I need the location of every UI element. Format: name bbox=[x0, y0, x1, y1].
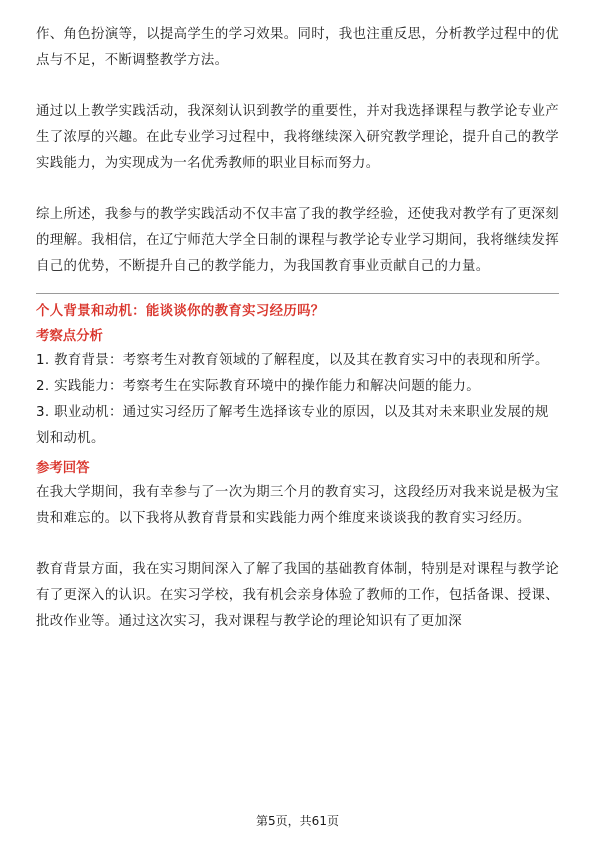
analysis-heading: 考察点分析 bbox=[36, 329, 103, 344]
section-divider bbox=[36, 293, 559, 294]
analysis-item: 1. 教育背景：考察考生对教育领域的了解程度，以及其在教育实习中的表现和所学。 bbox=[36, 353, 549, 368]
answer-paragraph: 在我大学期间，我有幸参与了一次为期三个月的教育实习，这段经历对我来说是极为宝贵和难忘的。以下我将从教育背景和实践能力两个维度来谈谈我的教育实习经历。 bbox=[36, 485, 559, 526]
body-paragraph: 通过以上教学实践活动，我深刻认识到教学的重要性，并对我选择课程与教学论专业产生了浓厚的兴趣。在此专业学习过程中，我将继续深入研究教学理论，提升自己的教学实践能力，为实现成为一名优秀教师的职业目标而努力。 bbox=[36, 104, 559, 171]
analysis-list bbox=[36, 348, 559, 452]
answer-paragraph: 教育背景方面，我在实习期间深入了解了我国的基础教育体制，特别是对课程与教学论有了更深入的认识。在实习学校，我有机会亲身体验了教师的工作，包括备课、授课、批改作业等。通过这次实习，我对课程与教学论的理论知识有了更加深 bbox=[36, 562, 559, 629]
question-title: 个人背景和动机：能谈谈你的教育实习经历吗？ bbox=[36, 304, 325, 319]
answer-heading: 参考回答 bbox=[36, 461, 90, 476]
body-paragraph: 综上所述，我参与的教学实践活动不仅丰富了我的教学经验，还使我对教学有了更深刻的理解。我相信，在辽宁师范大学全日制的课程与教学论专业学习期间，我将继续发挥自己的优势，不断提升自己的教学能力，为我国教育事业贡献自己的力量。 bbox=[36, 207, 559, 274]
analysis-item: 3. 职业动机：通过实习经历了解考生选择该专业的原因，以及其对未来职业发展的规划和动机。 bbox=[36, 405, 549, 446]
document-page bbox=[36, 22, 559, 635]
analysis-item: 2. 实践能力：考察考生在实际教育环境中的操作能力和解决问题的能力。 bbox=[36, 379, 481, 394]
body-paragraph: 作、角色扮演等，以提高学生的学习效果。同时，我也注重反思，分析教学过程中的优点与不足，不断调整教学方法。 bbox=[36, 27, 559, 68]
page-footer: 第5页，共61页 bbox=[256, 814, 339, 828]
